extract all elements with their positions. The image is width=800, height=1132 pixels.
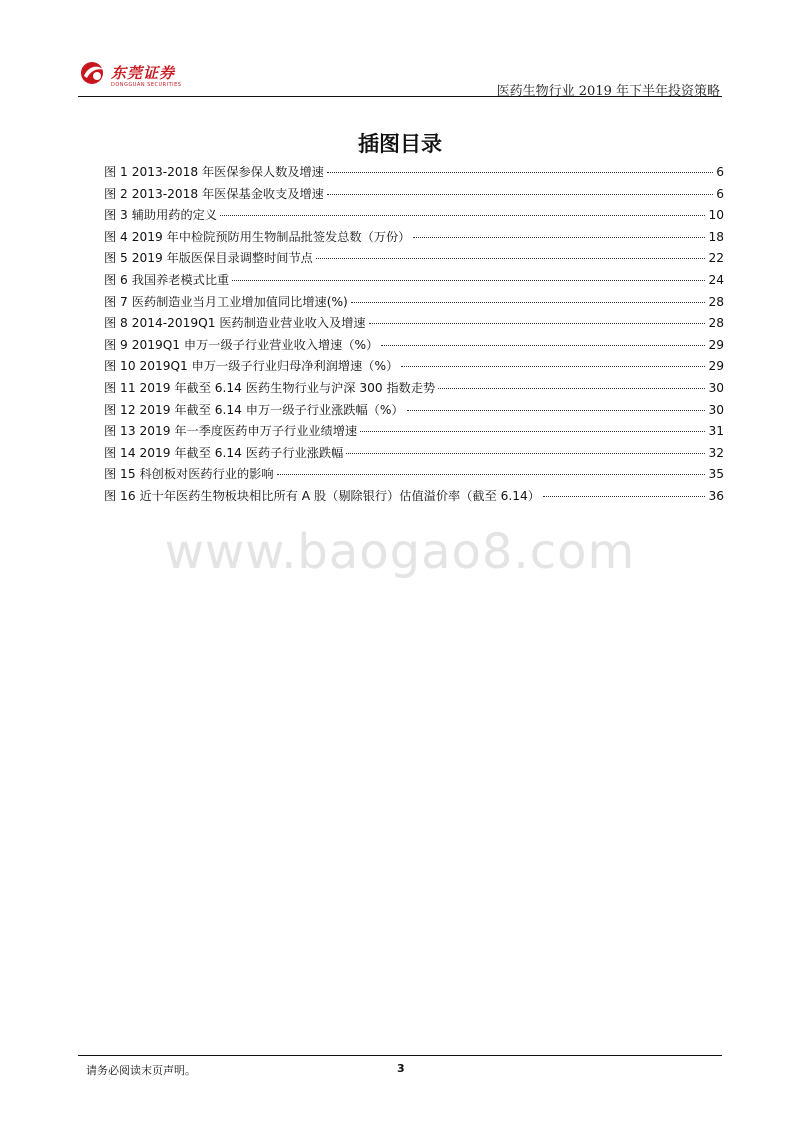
toc-entry-page: 35 [708,467,724,482]
toc-entry-label: 图 12 2019 年截至 6.14 申万一级子行业涨跌幅（%） [104,402,404,417]
toc-entry[interactable] [104,206,724,228]
toc-dot-leader [369,323,706,324]
toc-entry-page: 6 [716,165,724,179]
toc-dot-leader [316,258,706,259]
logo-chinese-name: 东莞证券 [111,64,176,82]
toc-title: 插图目录 [358,132,442,156]
toc-dot-leader [360,431,705,432]
toc-entry-label: 图 15 科创板对医药行业的影响 [104,467,274,482]
toc-entry[interactable] [104,293,724,315]
toc-entry-page: 32 [708,445,724,460]
toc-entry-label: 图 3 辅助用药的定义 [104,208,218,223]
toc-entry-page: 6 [716,186,724,201]
figure-toc-list [104,163,724,509]
toc-entry[interactable] [104,249,724,271]
toc-entry-label: 图 16 近十年医药生物板块相比所有 A 股（剔除银行）估值溢价率（截至 6.14） [104,488,540,503]
toc-entry[interactable] [104,163,724,185]
toc-entry-label: 图 5 2019 年版医保目录调整时间节点 [104,251,313,266]
toc-entry-page: 30 [708,380,724,395]
toc-entry[interactable] [104,465,724,487]
toc-entry-label: 图 11 2019 年截至 6.14 医药生物行业与沪深 300 指数走势 [104,380,436,395]
toc-dot-leader [407,410,706,411]
toc-entry-page: 24 [708,272,724,287]
toc-entry[interactable] [104,357,724,379]
toc-entry-label: 图 4 2019 年中检院预防用生物制品批签发总数（万份） [104,229,411,244]
toc-entry-page: 36 [708,488,724,503]
footer-disclaimer-notice: 请务必阅读末页声明。 [86,1064,196,1077]
logo-english-name: DONGGUAN SECURITIES [111,82,182,88]
toc-dot-leader [543,496,706,497]
toc-dot-leader [220,215,705,216]
toc-entry-label: 图 9 2019Q1 申万一级子行业营业收入增速（%） [104,337,379,352]
toc-entry-page: 28 [708,316,724,331]
toc-entry[interactable] [104,401,724,423]
toc-entry-page: 29 [708,337,724,352]
toc-dot-leader [351,302,706,303]
header-divider [78,96,722,97]
toc-entry-label: 图 8 2014-2019Q1 医药制造业营业收入及增速 [104,316,366,331]
toc-dot-leader [438,388,705,389]
toc-dot-leader [277,474,706,475]
toc-entry[interactable] [104,379,724,401]
toc-entry-page: 31 [708,424,724,439]
watermark: www.baogao8.com [164,524,636,580]
toc-dot-leader [327,172,713,173]
logo-emblem-icon [78,58,108,88]
toc-entry-page: 22 [708,251,724,266]
toc-dot-leader [327,194,713,195]
toc-entry[interactable] [104,314,724,336]
toc-entry[interactable] [104,422,724,444]
toc-dot-leader [413,237,705,238]
toc-entry-label: 图 7 医药制造业当月工业增加值同比增速(%) [104,294,348,309]
toc-dot-leader [401,366,705,367]
toc-dot-leader [381,345,705,346]
toc-entry-label: 图 2 2013-2018 年医保基金收支及增速 [104,186,324,201]
toc-entry-page: 28 [708,294,724,309]
toc-entry-label: 图 10 2019Q1 申万一级子行业归母净利润增速（%） [104,359,399,374]
toc-entry-label: 图 1 2013-2018 年医保参保人数及增速 [104,165,324,179]
company-logo [78,58,198,94]
toc-dot-leader [232,280,705,281]
toc-entry-label: 图 14 2019 年截至 6.14 医药子行业涨跌幅 [104,445,344,460]
report-header-title: 医药生物行业 2019 年下半年投资策略 [496,84,720,99]
toc-entry[interactable] [104,185,724,207]
toc-entry[interactable] [104,444,724,466]
page-number: 3 [397,1062,405,1075]
footer-divider [78,1055,722,1056]
toc-entry-label: 图 6 我国养老模式比重 [104,272,230,287]
toc-entry-page: 10 [708,208,724,223]
toc-entry[interactable] [104,271,724,293]
toc-entry-page: 18 [708,229,724,244]
toc-entry[interactable] [104,228,724,250]
toc-entry[interactable] [104,336,724,358]
toc-entry[interactable] [104,487,724,509]
toc-entry-page: 29 [708,359,724,374]
toc-entry-page: 30 [708,402,724,417]
toc-dot-leader [346,453,705,454]
toc-entry-label: 图 13 2019 年一季度医药申万子行业业绩增速 [104,424,358,439]
